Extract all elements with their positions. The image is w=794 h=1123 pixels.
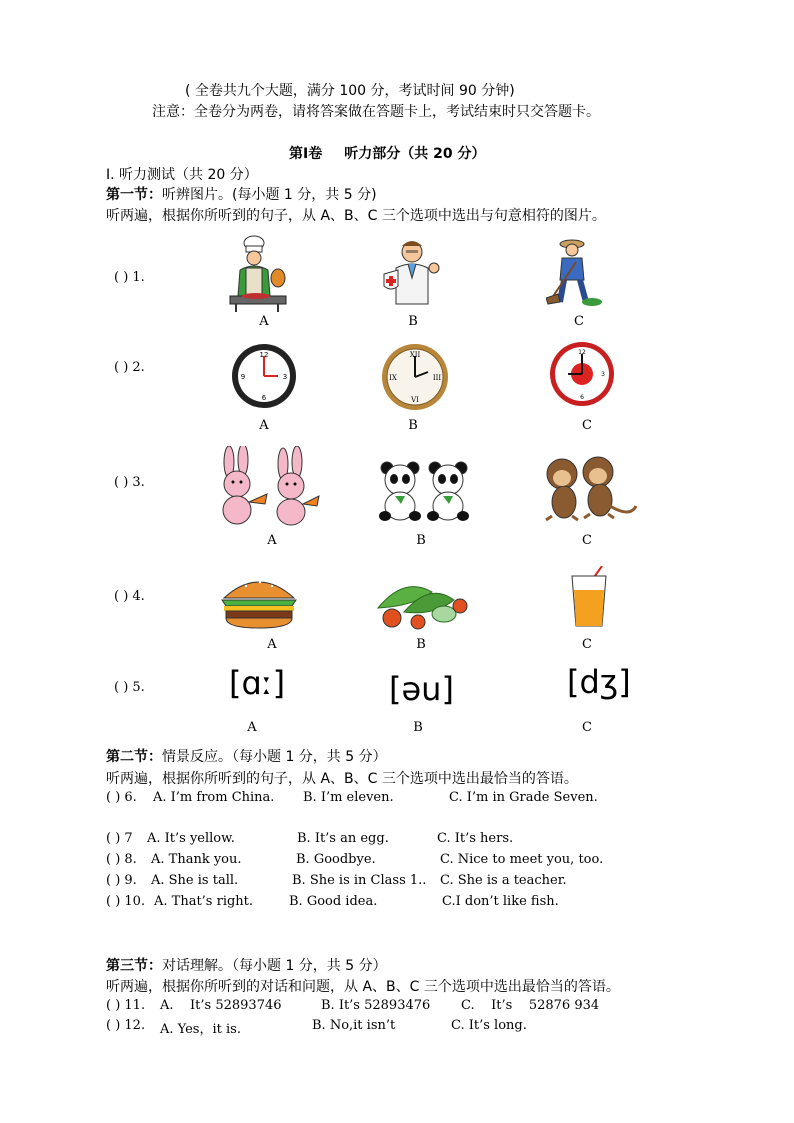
- option-label: B: [416, 637, 426, 652]
- option-label: A: [259, 418, 269, 433]
- phonetic-a: [ɑː]: [229, 664, 286, 702]
- section2-title: [106, 746, 387, 766]
- svg-text:VI: VI: [411, 396, 419, 404]
- question-number: ( ) 10.: [106, 894, 146, 909]
- question-6: [106, 790, 598, 805]
- question-number: ( ) 2.: [114, 360, 145, 375]
- question-number: ( ) 1.: [114, 270, 145, 285]
- svg-text:IX: IX: [389, 374, 397, 382]
- option-label: A: [267, 637, 277, 652]
- option-label: C: [582, 533, 592, 548]
- option-b: B. No,it isn’t: [312, 1018, 396, 1033]
- question-9: [106, 873, 567, 888]
- svg-text:XII: XII: [409, 351, 421, 359]
- section2-instruction: 听两遍，根据你所听到的句子，从 A、B、C 三个选项中选出最恰当的答语。: [106, 771, 578, 787]
- svg-text:III: III: [432, 374, 442, 382]
- section2-label: 第二节：: [106, 749, 162, 765]
- section3-label: 第三节：: [106, 958, 162, 974]
- clock-b-picture: [380, 342, 450, 412]
- rabbits-picture: [205, 446, 323, 526]
- option-b: B. Goodbye.: [296, 852, 376, 867]
- juice-picture: [566, 566, 612, 628]
- volume-title: [289, 143, 485, 163]
- phonetic-b: [əu]: [389, 670, 454, 708]
- doctor-picture: [380, 238, 442, 308]
- part-heading: I. 听力测试（共 20 分）: [106, 167, 258, 183]
- question-number: ( ) 5.: [114, 680, 145, 695]
- option-label: C: [582, 637, 592, 652]
- monkeys-picture: [538, 456, 638, 522]
- option-c: C. I’m in Grade Seven.: [449, 790, 598, 805]
- option-a: A. It’s 52893746: [160, 998, 282, 1013]
- svg-text:3: 3: [601, 371, 605, 378]
- section3-title: [106, 955, 387, 975]
- vegetables-picture: [374, 572, 468, 630]
- section2-desc: 情景反应。（每小题 1 分，共 5 分）: [162, 749, 387, 765]
- section3-instruction: 听两遍，根据你所听到的对话和问题，从 A、B、C 三个选项中选出最恰当的答语。: [106, 979, 620, 995]
- svg-text:6: 6: [261, 394, 267, 402]
- question-number: ( ) 7: [106, 831, 133, 846]
- volume-label: 第Ⅰ卷: [289, 146, 323, 162]
- option-label: B: [408, 418, 418, 433]
- option-c: C. It’s 52876 934: [461, 998, 600, 1013]
- question-10: [106, 894, 559, 909]
- option-b: B. It’s an egg.: [297, 831, 389, 846]
- section3-desc: 对话理解。（每小题 1 分，共 5 分）: [162, 958, 387, 974]
- svg-text:12: 12: [578, 349, 586, 356]
- question-12: [106, 1018, 527, 1037]
- clock-a-picture: [230, 342, 298, 410]
- svg-text:6: 6: [580, 394, 584, 401]
- chef-cooking-picture: [228, 234, 290, 312]
- option-a: A. Thank you.: [151, 852, 242, 867]
- option-c: C.I don’t like fish.: [442, 894, 559, 909]
- section1-instruction: 听两遍，根据你所听到的句子，从 A、B、C 三个选项中选出与句意相符的图片。: [106, 208, 606, 224]
- question-8: [106, 852, 604, 867]
- option-label: B: [413, 720, 423, 735]
- question-number: ( ) 3.: [114, 475, 145, 490]
- phonetic-c: [dʒ]: [567, 663, 631, 701]
- question-11: [106, 998, 600, 1013]
- option-c: C. Nice to meet you, too.: [440, 852, 604, 867]
- exam-notice: 注意：全卷分为两卷，请将答案做在答题卡上，考试结束时只交答题卡。: [152, 104, 600, 120]
- question-number: ( ) 8.: [106, 852, 137, 867]
- option-label: A: [259, 314, 269, 329]
- hamburger-picture: [220, 574, 298, 630]
- option-c: C. She is a teacher.: [440, 873, 567, 888]
- section1-title: [106, 184, 377, 204]
- option-c: C. It’s hers.: [437, 831, 514, 846]
- question-number: ( ) 4.: [114, 589, 145, 604]
- option-label: C: [582, 418, 592, 433]
- option-a: A. Yes，it is.: [160, 1022, 241, 1037]
- option-a: A. That’s right.: [154, 894, 254, 909]
- question-number: ( ) 9.: [106, 873, 137, 888]
- question-number: ( ) 12.: [106, 1018, 146, 1033]
- question-number: ( ) 11.: [106, 998, 146, 1013]
- question-number: ( ) 6.: [106, 790, 137, 805]
- option-c: C. It’s long.: [451, 1018, 527, 1033]
- option-b: B. I’m eleven.: [303, 790, 394, 805]
- gardener-picture: [546, 236, 604, 308]
- section1-desc: 听辨图片。(每小题 1 分，共 5 分): [162, 187, 377, 203]
- option-b: B. It’s 52893476: [321, 998, 431, 1013]
- option-a: A. It’s yellow.: [147, 831, 235, 846]
- svg-text:12: 12: [259, 351, 269, 359]
- option-a: A. She is tall.: [151, 873, 239, 888]
- option-b: B. She is in Class 1..: [292, 873, 427, 888]
- question-7: [106, 831, 514, 846]
- option-b: B. Good idea.: [289, 894, 378, 909]
- option-label: C: [582, 720, 592, 735]
- option-label: C: [574, 314, 584, 329]
- option-label: B: [408, 314, 418, 329]
- option-label: B: [416, 533, 426, 548]
- option-label: A: [267, 533, 277, 548]
- volume-subtitle: 听力部分（共 20 分）: [344, 146, 486, 162]
- svg-text:3: 3: [282, 373, 288, 381]
- pandas-picture: [377, 460, 473, 522]
- section1-label: 第一节：: [106, 187, 162, 203]
- exam-info: ( 全卷共九个大题，满分 100 分，考试时间 90 分钟): [185, 83, 515, 99]
- option-a: A. I’m from China.: [153, 790, 275, 805]
- clock-c-picture: [548, 340, 616, 408]
- option-label: A: [247, 720, 257, 735]
- svg-text:9: 9: [240, 373, 246, 381]
